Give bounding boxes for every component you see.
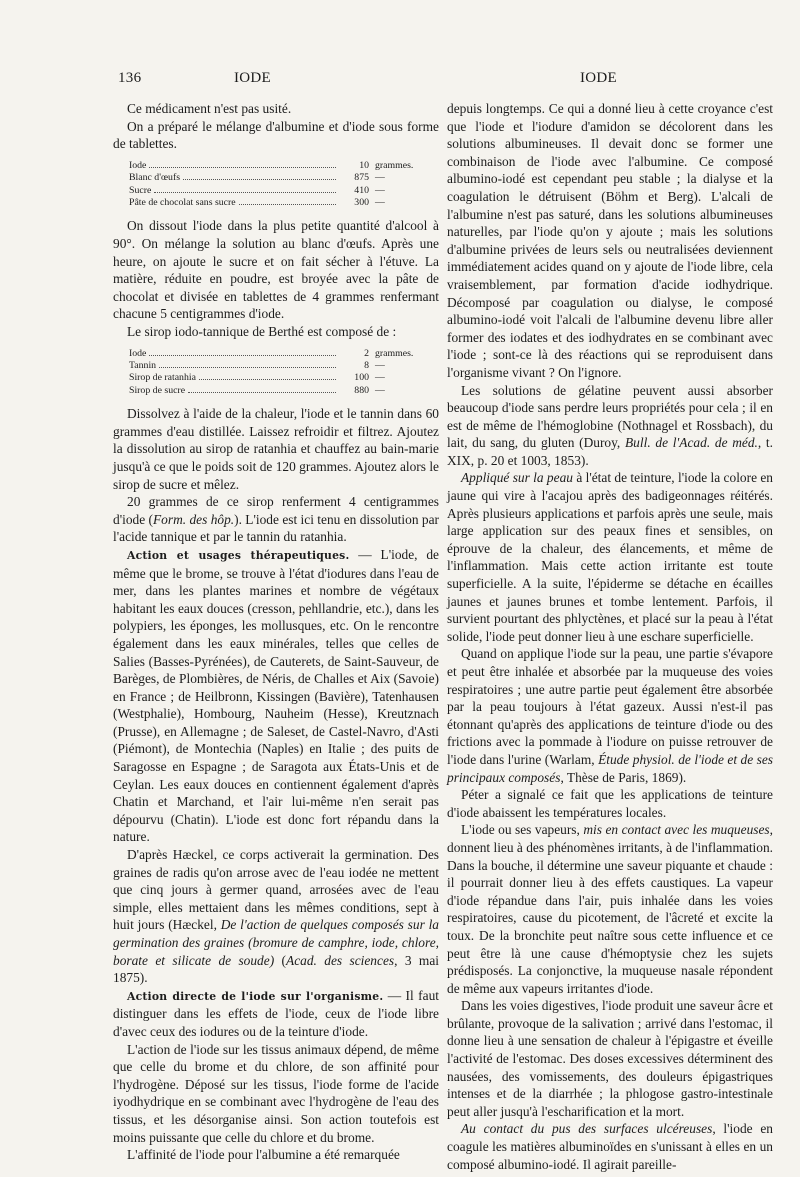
running-title-right: IODE <box>580 70 618 86</box>
paragraph: Au contact du pus des surfaces ulcéreuses, l'iode en coagule les matières albuminoïdes en s'unissant à elles en un composé albumino-iodé. Il agirait pareille- <box>447 1121 773 1172</box>
paragraph: Dans les voies digestives, l'iode produit une saveur âcre et brûlante, provoque de la salivation ; arrivé dans l'estomac, il donne lieu à une sensation de chaleur à l'épigastre et éveille l'activité de l'estomac. Des doses excessives déterminent des nausées, des vomissements, des douleurs épigastriques intenses et de la diarrhée ; la phlogose gastro-intestinale peut aller jusqu'à l'escharification et la mort. <box>447 998 773 1119</box>
paragraph: On dissout l'iode dans la plus petite quantité d'alcool à 90°. On mélange la solution au blanc d'œufs. Après une heure, on ajoute le sucre et on fait sécher à l'étuve. La matière, réduite en poudre, est broyée avec la pâte de chocolat et divisée en tablettes de 4 grammes renfermant chacune 5 centigrammes d'iode. <box>113 218 439 322</box>
section-heading: Action directe de l'iode sur l'organisme. <box>127 989 384 1003</box>
paragraph: Péter a signalé ce fait que les applications de teinture d'iode abaissent les températures locales. <box>447 787 773 820</box>
recipe-row: Pâte de chocolat sans sucre 300 — <box>129 197 385 208</box>
recipe-row: Blanc d'œufs 875 — <box>129 172 385 184</box>
recipe-row: Tannin 8 — <box>129 359 385 371</box>
section-heading: Action et usages thérapeutiques. <box>127 548 350 562</box>
paragraph: L'action de l'iode sur les tissus animaux dépend, de même que celle du brome et du chlore, de son affinité pour l'hydrogène. Déposé sur les tissus, l'iode forme de l'acide iyodhydrique en se combinant avec l'hydrogène de l'eau des tissus, et les désorganise ainsi. Son action toutefois est moins puissante que celle du chlore et du brome. <box>113 1041 439 1145</box>
page-number: 136 <box>118 70 142 86</box>
paragraph: Le sirop iodo-tannique de Berthé est composé de : <box>127 323 397 339</box>
recipe-row: Iode 10 grammes. <box>129 159 414 171</box>
recipe-row: Iode 2 grammes. <box>129 347 414 359</box>
paragraph: Quand on applique l'iode sur la peau, une partie s'évapore et peut être inhalée et absorbée par la muqueuse des voies respiratoires ; une autre partie peut également être absorbée par la peau toujours à l'état gazeux. Aussi n'est-il pas étonnant qu'après des applications de teinture d'iode ou des frictions avec la pommade à l'iodure on puisse retrouver de l'iode dans l'urine (Warlam, Étude physiol. de l'iode et de ses principaux composés, Thèse de Paris, 1869). <box>447 646 774 785</box>
paragraph: Appliqué sur la peau à l'état de teinture, l'iode la colore en jaune qui vire à l'acajou après des badigeonnages réitérés. Après plusieurs applications et parfois après une seule, mais large application sur des peaux fines et sensibles, on éprouve de la chaleur, des élancements, et même de l'inflammation. Mais cette action irritante est toute superficielle. A la suite, l'épiderme se détache en écailles jaunes et jaunes brunes et tombe lentement. Parfois, il survient pourtant des phlyctènes, et placé sur la peau à l'état solide, l'iode peut donner lieu à une eschare superficielle. <box>447 470 773 644</box>
right-column <box>447 100 773 1173</box>
recipe-table-sirop <box>129 348 439 398</box>
paragraph: Action directe de l'iode sur l'organisme. — Il faut distinguer dans les effets de l'iode, ceux de l'iode libre d'avec ceux des iodures ou de la teinture d'iode. <box>113 987 439 1039</box>
left-column <box>113 100 439 1164</box>
paragraph: L'iode ou ses vapeurs, mis en contact avec les muqueuses, donnent lieu à des phénomènes irritants, à de l'inflammation. Dans la bouche, il détermine une saveur piquante et chaude : il pourrait donner lieu à des effets caustiques. La vapeur d'iode répandue dans l'air, puis inhalée dans les voies respiratoires, cause du picotement, de l'âcreté et excite la toux. De la bronchite peut naître sous cette influence et ce peut être là une cause d'hémoptysie chez les sujets prédisposés. La conjonctive, la muqueuse nasale répondent de même aux vapeurs irritantes d'iode. <box>447 822 773 996</box>
paragraph: Ce médicament n'est pas usité. <box>127 101 292 116</box>
recipe-table-tablettes <box>129 160 439 210</box>
recipe-row: Sirop de ratanhia 100 — <box>129 372 385 384</box>
recipe-row: Sucre 410 — <box>129 184 385 196</box>
paragraph: D'après Hæckel, ce corps activerait la germination. Des graines de radis qu'on arrose avec de l'eau iodée ne mettent que cinq jours à germer quand, arrosées avec de l'eau simple, elles mettaient dans les mêmes conditions, sept à huit jours (Hæckel, De l'action de quelques composés sur la germination des graines (bromure de camphre, iode, chlore, borate et silicate de soude) (Acad. des sciences, 3 mai 1875). <box>113 847 439 986</box>
paragraph: On a préparé le mélange d'albumine et d'iode sous forme de tablettes. <box>113 118 439 152</box>
paragraph: Dissolvez à l'aide de la chaleur, l'iode et le tannin dans 60 grammes d'eau distillée. Laissez refroidir et filtrez. Ajoutez la dissolution au sirop de ratanhia et chauffez au bain-marie jusqu'à ce que le poids soit de 120 grammes. Ajoutez alors le sirop de sucre et mêlez. <box>113 406 439 492</box>
paragraph: Action et usages thérapeutiques. — L'iode, de même que le brome, se trouve à l'état d'iodures dans l'eau de mer, dans les plantes marines et nombre de végétaux habitant les eaux douces (cresson, pehllandrie, etc.), dans les polypiers, les éponges, les mollusques, etc. On le rencontre également dans les eaux minérales, telles que celles de Salies (Basses-Pyrénées), de Cauterets, de Saint-Sauveur, de Barèges, de Plombières, de Néris, de Challes et Aix (Savoie) en France ; de Heilbronn, Kissingen (Bavière), Tatenhausen (Westphalie), Hombourg, Nauheim (Hesse), Kreutznach (Prusse), en Allemagne ; de Saleset, de Castel-Navro, d'Asti (Piémont), de Montechia (Naples) en Italie ; des puits de Saragosse en Espagne ; de Saragota aux États-Unis et de Ceylan. Les eaux douces en contiennent également d'après Chatin et Marchand, et l'air lui-même n'en serait pas dépourvu (Chatin). L'iode est donc fort répandu dans la nature. <box>113 546 439 845</box>
recipe-row: Sirop de sucre 880 — <box>129 384 385 396</box>
paragraph: L'affinité de l'iode pour l'albumine a été remarquée <box>127 1147 400 1163</box>
paragraph: Les solutions de gélatine peuvent aussi absorber beaucoup d'iode sans perdre leurs propriétés pour cela ; il en est de même de l'hémoglobine (Nothnagel et Rossbach), du lait, du sang, du gluten (Duroy, Bull. de l'Acad. de méd., t. XIX, p. 20 et 1003, 1853). <box>447 382 773 468</box>
paragraph: depuis longtemps. Ce qui a donné lieu à cette croyance c'est que l'iode et l'iodure d'amidon se décolorent dans les solutions albumineuses. Il devait donc se former une combinaison de l'iode avec l'albumine. Ce composé albumino-iodé est cependant peu stable ; la dialyse et la coagulation le détruisent (Böhm et Berg). L'alcali de l'albumine n'est pas saturé, dans les solutions albumineuses naturelles, par l'iode qu'on y ajoute ; mais les solutions d'albumine privées de leurs sels ou neutralisées deviennent immédiatement acides quand on y ajoute de l'iode libre, cela vraisemblement, par formation d'acide iodhydrique. Décomposé par coagulation ou dialyse, le composé albumino-iodé voit l'alcali de l'albumine devenu libre aller former des iodates et des iodhydrates en se combinant avec l'iode ; sont-ce là des réactions qui se reproduisent dans l'organisme vivant ? On l'ignore. <box>447 101 773 380</box>
running-title-left: IODE <box>234 70 272 86</box>
paragraph: 20 grammes de ce sirop renferment 4 centigrammes d'iode (Form. des hôp.). L'iode est ici tenu en dissolution par l'acide tannique et par le tannin du ratanhia. <box>113 494 439 545</box>
